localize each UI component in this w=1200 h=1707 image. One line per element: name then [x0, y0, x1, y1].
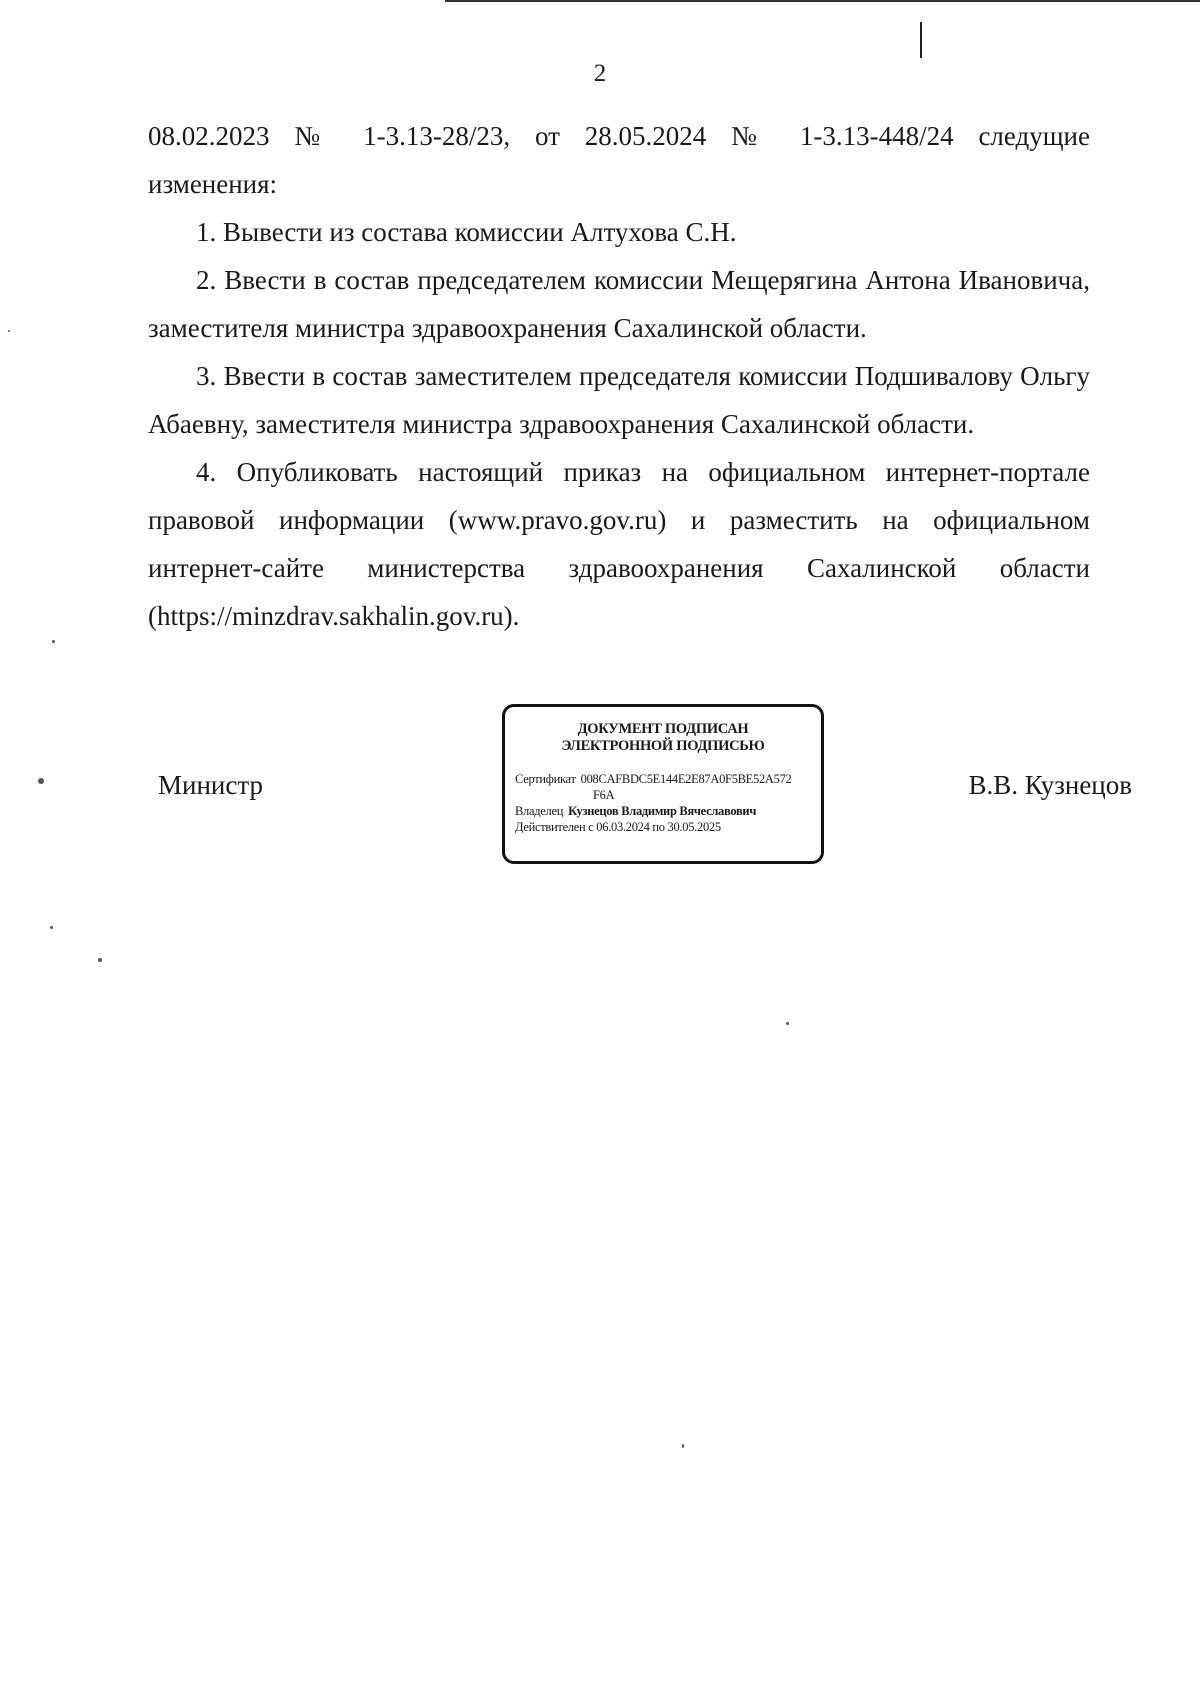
continuation-paragraph	[148, 112, 1090, 208]
top-edge-rule	[445, 0, 1200, 2]
scan-speck	[98, 958, 102, 962]
signer-name: В.В. Кузнецов	[968, 770, 1132, 800]
scan-speck	[682, 1444, 684, 1448]
list-item-2: 2. Ввести в состав председателем комиссии Мещерягина Антона Ивановича, заместителя министра здравоохранения Сахалинской области.	[148, 265, 1090, 343]
list-item-3: 3. Ввести в состав заместителем председателя комиссии Подшивалову Ольгу Абаевну, заместителя министра здравоохранения Сахалинской области.	[148, 361, 1090, 439]
certificate-label: Сертификат	[515, 772, 576, 786]
owner-value: Кузнецов Владимир Вячеславович	[568, 804, 757, 818]
continuation-line-1: 08.02.2023 № 1-3.13-28/23, от 28.05.2024 № 1-3.13-448/24 следущие	[148, 121, 1090, 151]
scan-speck	[50, 926, 53, 929]
certificate-row	[515, 771, 811, 787]
scan-speck	[8, 330, 10, 332]
certificate-value: 008CAFBDC5E144E2E87A0F5BE52A572	[580, 772, 792, 786]
stamp-title	[515, 721, 811, 755]
electronic-signature-stamp	[502, 704, 824, 864]
list-item-4: 4. Опубликовать настоящий приказ на официальном интернет-портале правовой информации (www.pravo.gov.ru) и разместить на официальном интернет-сайте министерства здравоохранения Сахалинской области (https://minzdrav.sakhalin.gov.ru).	[148, 457, 1090, 631]
stamp-fields	[515, 771, 811, 835]
owner-row	[515, 803, 811, 819]
certificate-tail: F6A	[593, 788, 615, 802]
scan-speck	[786, 1022, 789, 1025]
list-item-1: 1. Вывести из состава комиссии Алтухова С.Н.	[196, 217, 737, 247]
signer-position: Министр	[158, 770, 263, 800]
page-number: 2	[593, 60, 607, 87]
scan-speck	[38, 778, 44, 784]
document-body	[148, 112, 1090, 640]
validity-row: Действителен с 06.03.2024 по 30.05.2025	[515, 820, 721, 834]
stamp-title-line-2: ЭЛЕКТРОННОЙ ПОДПИСЬЮ	[561, 738, 765, 754]
continuation-line-2: изменения:	[148, 169, 278, 199]
scan-speck	[52, 640, 55, 643]
stamp-title-line-1: ДОКУМЕНТ ПОДПИСАН	[577, 721, 749, 737]
owner-label: Владелец	[515, 804, 564, 818]
scan-mark	[920, 22, 922, 58]
signature-block	[0, 700, 1200, 880]
